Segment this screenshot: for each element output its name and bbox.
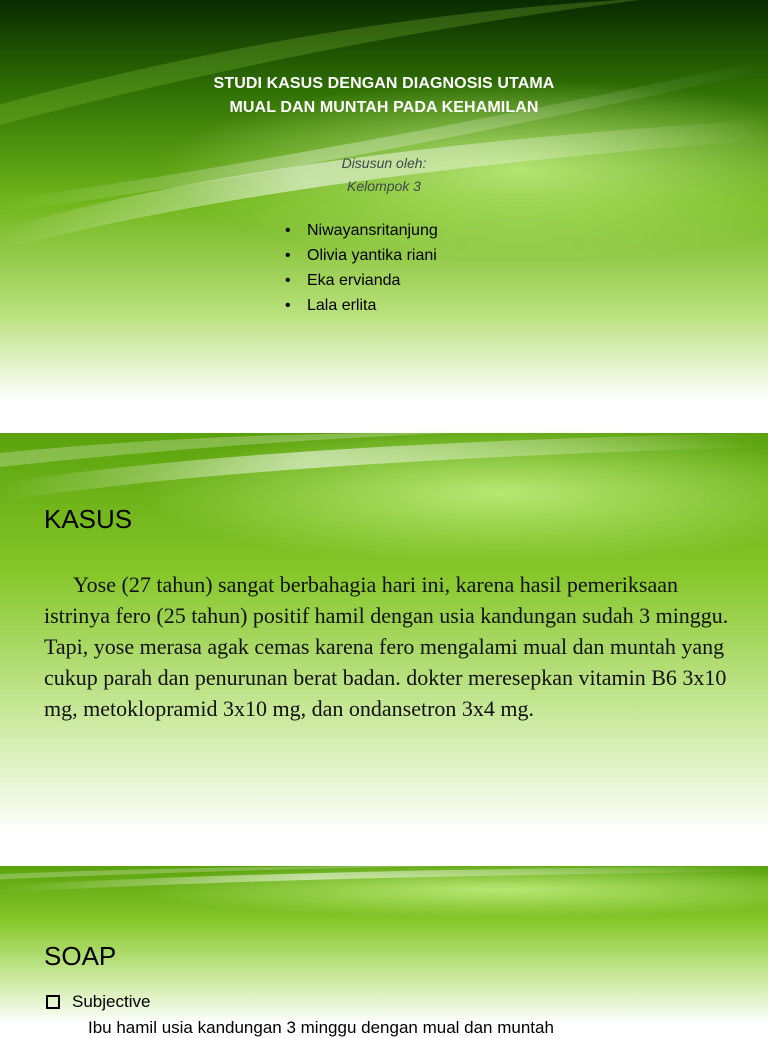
- slide-heading: KASUS: [44, 504, 133, 534]
- list-item: [285, 218, 438, 243]
- list-item: [285, 268, 438, 293]
- member-name: Lala erlita: [307, 297, 377, 314]
- member-list: [285, 218, 438, 318]
- case-slide: [0, 433, 768, 833]
- bullet-icon: •: [285, 247, 291, 264]
- author-block: [0, 152, 768, 198]
- member-name: Eka ervianda: [307, 272, 401, 289]
- bullet-icon: •: [285, 272, 291, 289]
- subtitle-line-2: Kelompok 3: [347, 178, 421, 194]
- case-description: Yose (27 tahun) sangat berbahagia hari ini, karena hasil pemeriksaan istrinya fero (25 tahun) positif hamil dengan usia kandungan sudah 3 minggu. Tapi, yose merasa agak cemas karena fero mengalami mual dan muntah yang cukup parah dan penurunan berat badan. dokter meresepkan vitamin B6 3x10 mg, metoklopramid 3x10 mg, dan ondansetron 3x4 mg.: [44, 572, 729, 721]
- list-item: [46, 992, 150, 1012]
- presentation-title: [0, 72, 768, 120]
- soap-slide: [0, 866, 768, 1037]
- subtitle-line-1: Disusun oleh:: [341, 155, 427, 171]
- title-line-2: MUAL DAN MUNTAH PADA KEHAMILAN: [229, 99, 539, 116]
- bullet-icon: •: [285, 222, 291, 239]
- clipped-text-line: Ibu hamil usia kandungan 3 minggu dengan mual dan muntah: [88, 1018, 554, 1037]
- list-item: [285, 243, 438, 268]
- soap-item-label: Subjective: [72, 992, 151, 1011]
- title-line-1: STUDI KASUS DENGAN DIAGNOSIS UTAMA: [213, 75, 555, 92]
- title-slide: [0, 0, 768, 400]
- member-name: Niwayansritanjung: [307, 222, 438, 239]
- list-item: [285, 293, 438, 318]
- bullet-icon: •: [285, 297, 291, 314]
- member-name: Olivia yantika riani: [307, 247, 437, 264]
- slide-heading: SOAP: [44, 941, 117, 971]
- square-bullet-icon: [46, 995, 60, 1009]
